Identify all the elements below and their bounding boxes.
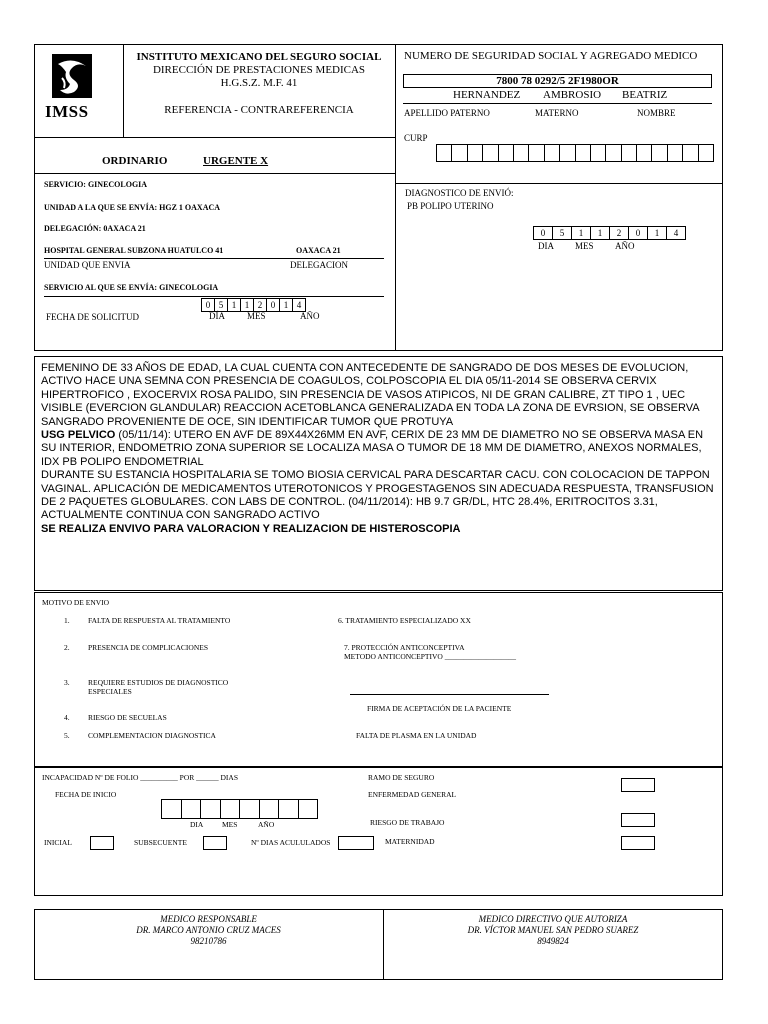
logo-bottom-line: [34, 137, 395, 138]
medico-responsable-name: DR. MARCO ANTONIO CRUZ MACES: [136, 925, 281, 935]
motivo-item-4: RIESGO DE SECUELAS: [88, 713, 167, 722]
fecha-inicio-dia: DIA: [190, 820, 204, 829]
incapacidad-box: [34, 767, 723, 896]
fecha-solicitud-label: FECHA DE SOLICITUD: [46, 312, 140, 322]
firma-label: FIRMA DE ACEPTACIÓN DE LA PACIENTE: [367, 704, 512, 713]
servicio-line: SERVICIO: GINECOLOGIA: [44, 180, 148, 189]
diagnostico-ano-label: AÑO: [615, 241, 635, 251]
motivo-item-5: COMPLEMENTACION DIAGNOSTICA: [88, 731, 216, 740]
apellido-paterno-label: APELLIDO PATERNO: [404, 108, 490, 118]
diagnostico-mes-label: MES: [575, 241, 594, 251]
summary-paragraph-4: ACTUALMENTE CONTINUA CON SANGRADO ACTIVO: [41, 509, 320, 522]
logo-text: IMSS: [45, 102, 89, 121]
summary-paragraph-1: FEMENINO DE 33 AÑOS DE EDAD, LA CUAL CUENTA CON ANTECEDENTE DE SANGRADO DE DOS MESES DE EVOLUCION, ACTIVO HACE UNA SEMNA CON PRESENCIA DE COAGULOS, COLPOSCOPIA EL DIA 05/11-2014 SE OBSERVA CERVIX HIPERTROFICO , EXOCERVIX ROSA PALIDO, SIN PRESENCIA DE VASOS ATIPICOS, NI DE GRAN CALIBRE, ZT TIPO 1 , UEC VISIBLE (EVERCION GLANDULAR) REACCION ACETOBLANCA GENERALIZADA EN TODA LA ZONA DE EVRSION, SE OBSERVA SANGRADO PROVENIENTE DE OCE, SIN IDENTIFICAR TUMOR QUE PROTUYA: [41, 362, 699, 428]
medico-directivo-id: 8949824: [537, 936, 569, 946]
apellido-paterno-value: HERNANDEZ: [453, 89, 521, 101]
incapacidad-line: INCAPACIDAD Nº DE FOLIO __________ POR ______ DIAS: [42, 773, 239, 782]
enfermedad-general-label: ENFERMEDAD GENERAL: [368, 790, 457, 799]
motivo-item-2-num: 2.: [64, 643, 70, 652]
enfermedad-general-checkbox[interactable]: [621, 778, 655, 792]
medico-directivo-name: DR. VÍCTOR MANUEL SAN PEDRO SUAREZ: [467, 925, 639, 935]
maternidad-checkbox[interactable]: [621, 836, 655, 850]
motivo-item-1: FALTA DE RESPUESTA AL TRATAMIENTO: [88, 616, 231, 625]
motivo-title: MOTIVO DE ENVIO: [42, 598, 110, 607]
metodo-anticonceptivo: METODO ANTICONCEPTIVO ___________________: [344, 652, 516, 661]
motivo-item-3: REQUIERE ESTUDIOS DE DIAGNOSTICO: [88, 678, 229, 687]
ramo-seguro-label: RAMO DE SEGURO: [368, 773, 435, 782]
fecha-inicio-cells[interactable]: [161, 799, 318, 819]
unit-code: H.G.S.Z. M.F. 41: [220, 77, 298, 89]
urgente-label: URGENTE X: [203, 155, 269, 167]
motivo-item-3-num: 3.: [64, 678, 70, 687]
motivo-item-3-line2: ESPECIALES: [88, 687, 132, 696]
fecha-dia-label: DÍA: [209, 311, 225, 321]
servicio-underline: [44, 296, 384, 297]
subsecuente-label: SUBSECUENTE: [134, 838, 187, 847]
unidad-envia-line: UNIDAD A LA QUE SE ENVÍA: HGZ 1 OAXACA: [44, 203, 221, 212]
diagnostico-dia-label: DIA: [538, 241, 554, 251]
curp-bottom-line: [395, 183, 723, 184]
hospital-name: HOSPITAL GENERAL SUBZONA HUATULCO 41: [44, 246, 224, 255]
fecha-inicio-mes: MES: [222, 820, 238, 829]
motivo-item-6: 6. TRATAMIENTO ESPECIALIZADO XX: [338, 616, 471, 625]
servicio-al-que-line: SERVICIO AL QUE SE ENVÍA: GINECOLOGIA: [44, 283, 219, 292]
diagnostico-label: DIAGNOSTICO DE ENVIÓ:: [405, 188, 514, 198]
header-divider: [395, 44, 396, 351]
delegacion-label: DELEGACION: [290, 260, 348, 270]
header-section: [34, 44, 723, 351]
fecha-ano-label: AÑO: [300, 311, 320, 321]
hospital-delegacion: OAXACA 21: [296, 246, 341, 255]
riesgo-trabajo-label: RIESGO DE TRABAJO: [370, 818, 445, 827]
usg-text: (05/11/14): UTERO EN AVF DE 89X44X26MM EN AVF, CERIX DE 23 MM DE DIAMETRO NO SE OBSERVA MASA EN SU INTERIOR, ENDOMETRIO ZONA SUPERIOR SE LOCALIZA MASA O TUMOR DE 18 MM DE DIAMETRO, ANEXOS NORMALES, IDX PB POLIPO ENDOMETRIAL: [41, 429, 704, 468]
maternidad-label: MATERNIDAD: [385, 837, 435, 846]
nss-label: NUMERO DE SEGURIDAD SOCIAL Y AGREGADO MEDICO: [404, 50, 698, 62]
logo-divider: [123, 44, 124, 137]
inicial-label: INICIAL: [44, 838, 72, 847]
clinical-summary: [41, 362, 717, 536]
diagnostico-value: PB POLIPO UTERINO: [407, 201, 494, 211]
direction-name: DIRECCIÓN DE PRESTACIONES MEDICAS: [152, 64, 366, 76]
unidad-que-envia-label: UNIDAD QUE ENVIA: [44, 260, 131, 270]
imss-logo: [44, 52, 100, 100]
fecha-solicitud-digits: 0 5 1 1 2 0 1 4: [201, 298, 306, 312]
materno-label: MATERNO: [535, 108, 579, 118]
fecha-inicio-label: FECHA DE INICIO: [55, 790, 117, 799]
firma-line: [350, 694, 549, 695]
medico-directivo-title: MEDICO DIRECTIVO QUE AUTORIZA: [478, 914, 628, 924]
falta-plasma: FALTA DE PLASMA EN LA UNIDAD: [356, 731, 477, 740]
subsecuente-checkbox[interactable]: [203, 836, 227, 850]
eagle-emblem-icon: [44, 52, 100, 100]
hospital-underline: [44, 258, 384, 259]
curp-field[interactable]: [436, 144, 714, 162]
nombre-label: NOMBRE: [637, 108, 676, 118]
medico-responsable: [34, 914, 383, 947]
motivo-item-1-num: 1.: [64, 616, 70, 625]
summary-paragraph-3: DURANTE SU ESTANCIA HOSPITALARIA SE TOMO BIOSIA CERVICAL PARA DESCARTAR CACU. CON COLOCACION DE TAPPON VAGINAL. APLICACIÓN DE MEDICAMENTOS UTEROTONICOS Y PROGESTAGENOS SIN ADECUADA RESPUESTA, TRANSFUSION DE 2 PAQUETES GLOBULARES. CON LABS DE CONTROL. (04/11/2014): HB 9.7 GR/DL, HTC 28.4%, ERITROCITOS 3.31,: [41, 469, 714, 509]
nss-value: 7800 78 0292/5 2F1980OR: [496, 75, 619, 87]
ordinario-label: ORDINARIO: [102, 155, 168, 167]
diagnostico-date-digits: 0 5 1 1 2 0 1 4: [533, 226, 686, 240]
delegacion-line: DELEGACIÓN: 0AXACA 21: [44, 224, 146, 233]
name-underline: [403, 103, 712, 104]
urgency-bottom-line: [34, 173, 395, 174]
institute-name: INSTITUTO MEXICANO DEL SEGURO SOCIAL: [136, 51, 382, 63]
usg-paragraph: [41, 429, 717, 469]
dias-acumulados-label: Nº DIAS ACULULADOS: [251, 838, 331, 847]
motivo-item-4-num: 4.: [64, 713, 70, 722]
medico-responsable-id: 98210786: [190, 936, 227, 946]
summary-paragraph-5: SE REALIZA ENVIVO PARA VALORACION Y REALIZACION DE HISTEROSCOPIA: [41, 522, 461, 535]
form-title: REFERENCIA - CONTRAREFERENCIA: [164, 104, 354, 116]
curp-label: CURP: [404, 133, 428, 143]
inicial-checkbox[interactable]: [90, 836, 114, 850]
usg-label: USG PELVICO: [41, 429, 116, 442]
riesgo-trabajo-checkbox[interactable]: [621, 813, 655, 827]
dias-acumulados-field[interactable]: [338, 836, 374, 850]
medico-directivo: [383, 914, 723, 947]
nombre-value: BEATRIZ: [622, 89, 668, 101]
fecha-mes-label: MES: [247, 311, 266, 321]
motivo-item-5-num: 5.: [64, 731, 70, 740]
medico-responsable-title: MEDICO RESPONSABLE: [160, 914, 257, 924]
motivo-item-2: PRESENCIA DE COMPLICACIONES: [88, 643, 209, 652]
materno-value: AMBROSIO: [543, 89, 602, 101]
fecha-inicio-ano: AÑO: [258, 820, 275, 829]
motivo-item-7: 7. PROTECCIÓN ANTICONCEPTIVA: [344, 643, 465, 652]
